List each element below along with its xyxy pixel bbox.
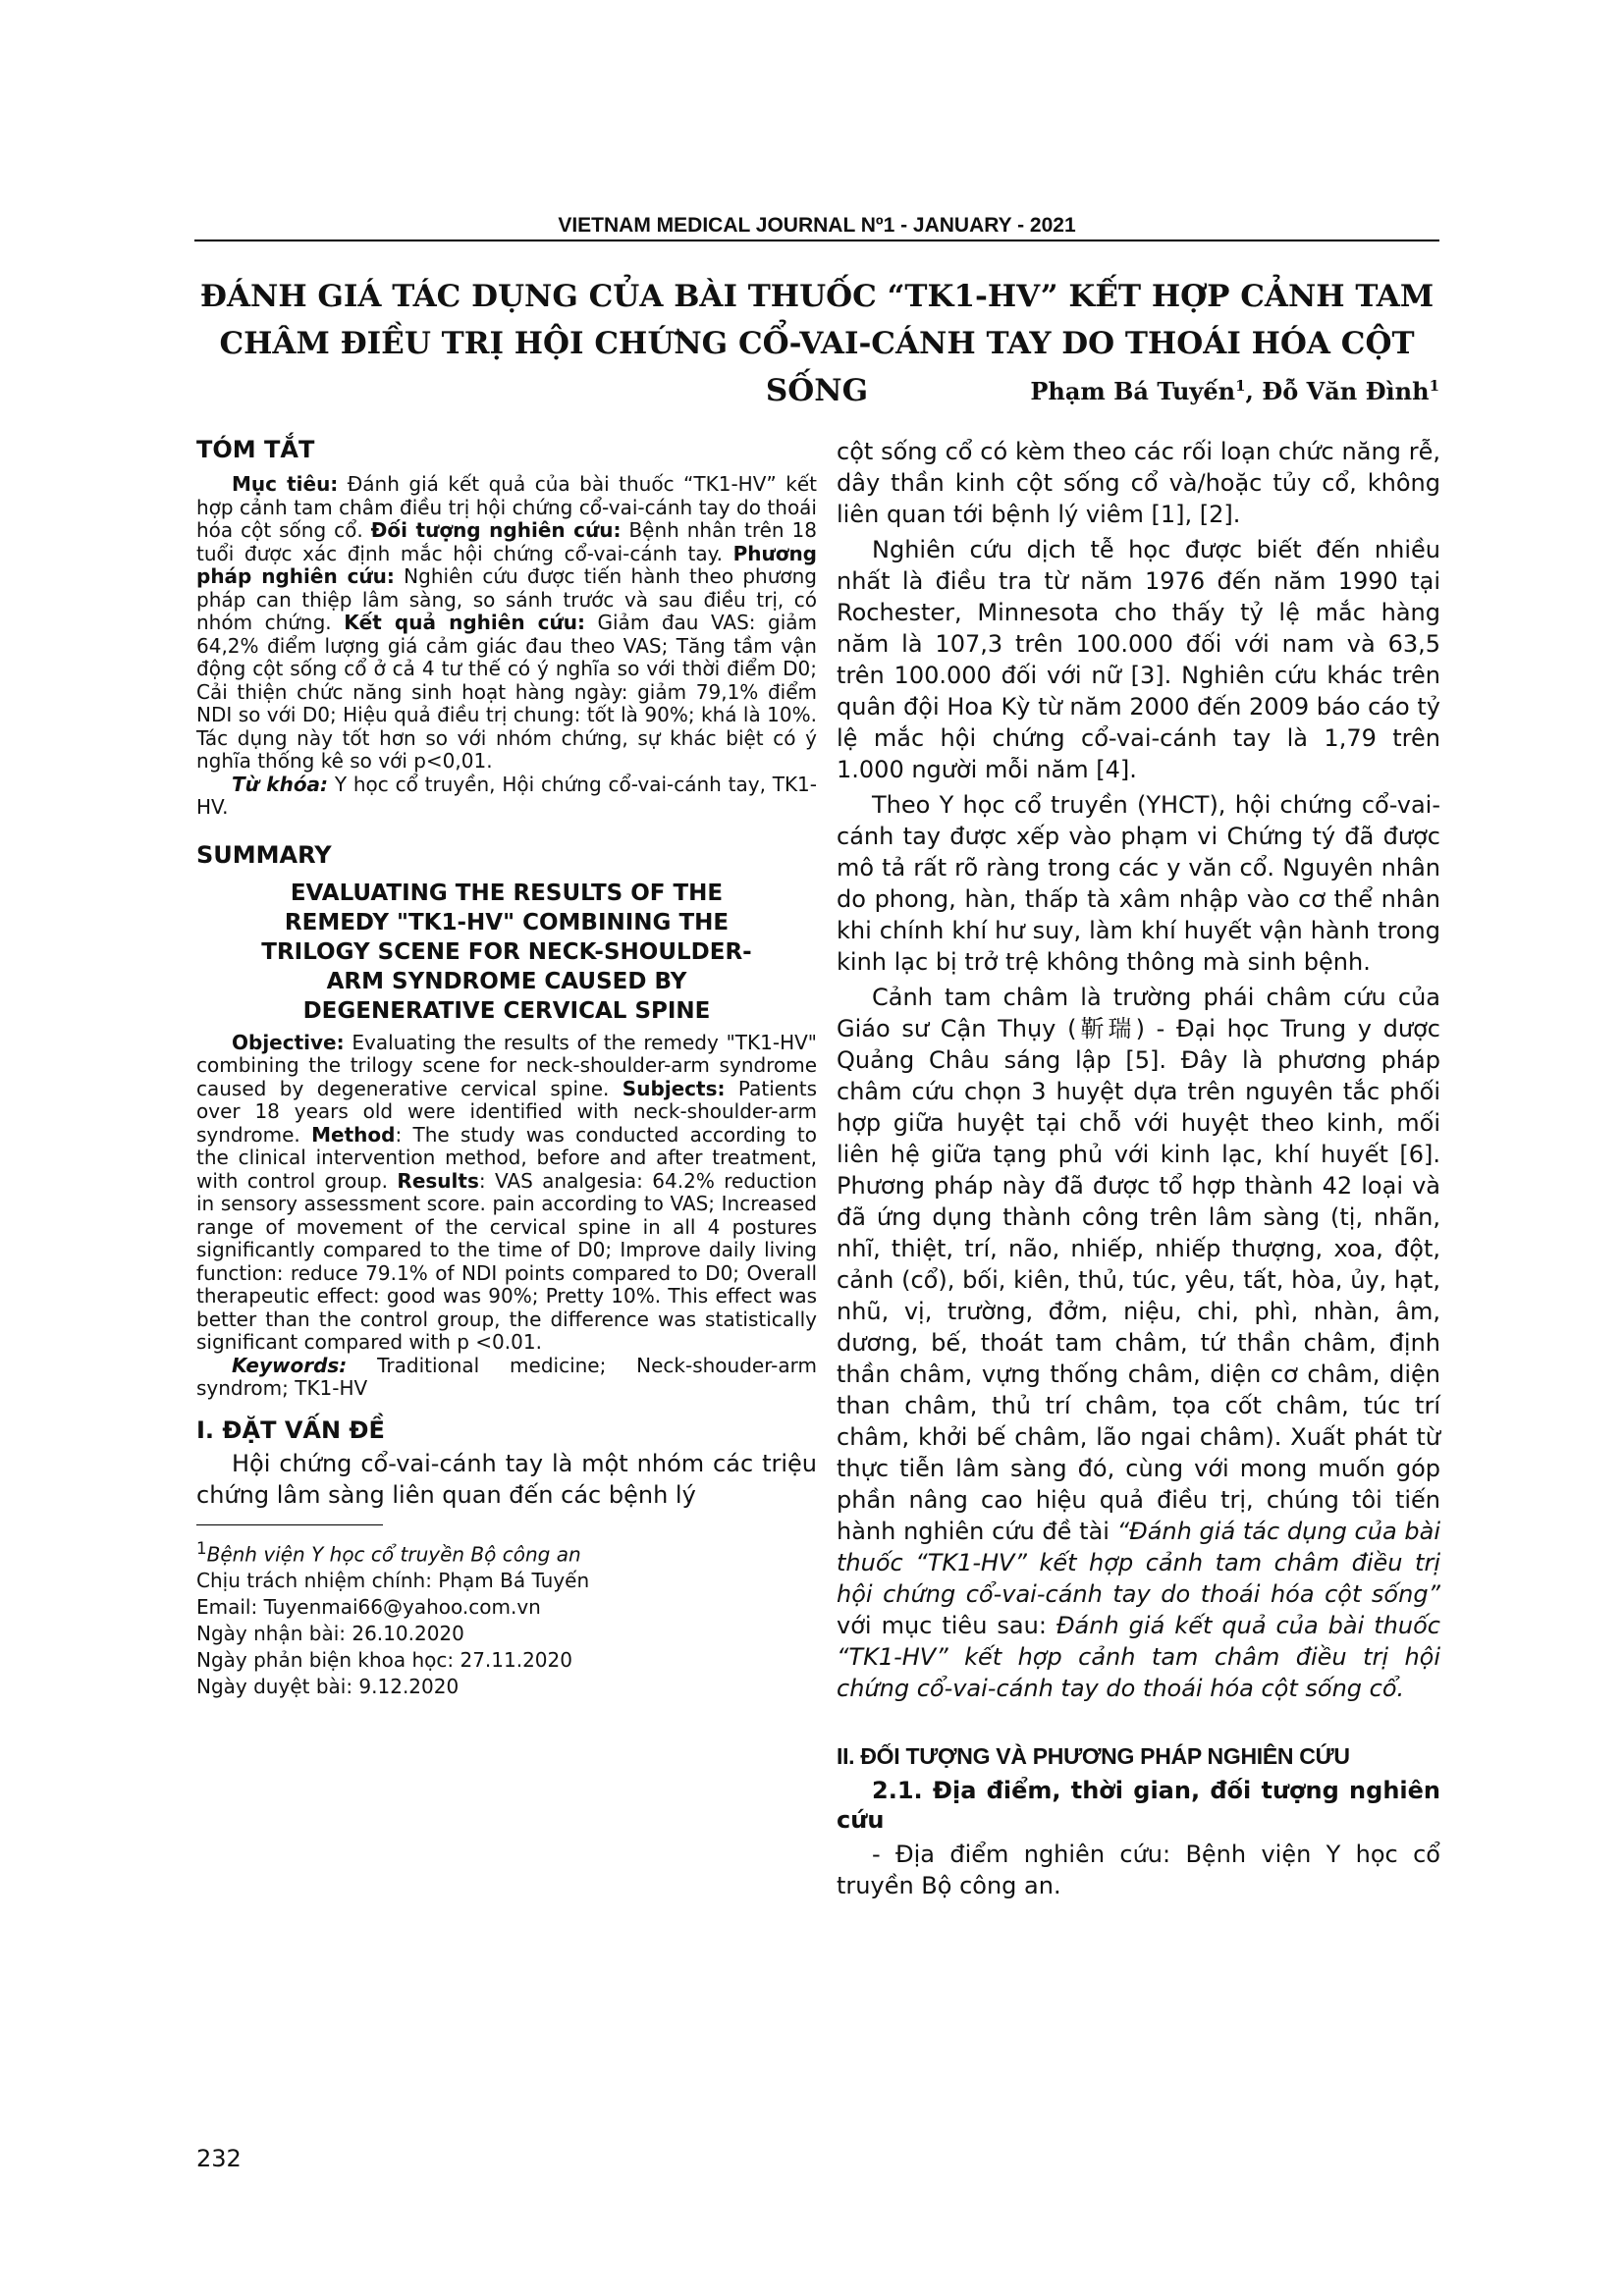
subjects-text: Bệnh nhân trên 18 tuổi được xác định mắc hội chứng cổ-vai-cánh tay. (196, 518, 817, 565)
author-2: Đỗ Văn Đình (1262, 377, 1430, 405)
subsection-2-1-heading: 2.1. Địa điểm, thời gian, đối tượng nghiên cứu (837, 1777, 1440, 1834)
title-line-1: ĐÁNH GIÁ TÁC DỤNG CỦA BÀI THUỐC “TK1-HV” KẾT HỢP CẢNH TAM (199, 279, 1435, 314)
en-keywords-text: Traditional medicine; Neck-shouder-arm syndrom; TK1-HV (196, 1353, 817, 1400)
title-line-2: CHÂM ĐIỀU TRỊ HỘI CHỨNG CỔ-VAI-CÁNH TAY DO THOÁI HÓA CỘT SỐNG (219, 326, 1415, 408)
footnote-responsible: Chịu trách nhiệm chính: Phạm Bá Tuyến (196, 1569, 590, 1593)
intro-paragraph-3: Theo Y học cổ truyền (YHCT), hội chứng cổ-vai-cánh tay được xếp vào phạm vi Chứng tý đã được mô tả rất rõ ràng trong các y văn cổ. Nguyên nhân do phong, hàn, thấp tà xâm nhập vào cơ thể nhân khi chính khí hư suy, làm khí huyết vận hành trong kinh lạc bị trở trệ không thông mà sinh bệnh. (837, 791, 1440, 976)
objective-text: Đánh giá kết quả của bài thuốc “TK1-HV” kết hợp cảnh tam châm điều trị hội chứng cổ-vai-cánh tay do thoái hóa cột sống cổ. (196, 472, 817, 542)
summary-title (196, 879, 817, 1026)
en-results-text: : VAS analgesia: 64.2% reduction in sensory assessment score. pain according to VAS; Increased range of movement of the cervical spine in all 4 postures significantly compared to the time of D0; Improve daily living function: reduce 79.1% of NDI points compared to D0; Overall therapeutic effect: good was 90%; Pretty 10%. This effect was better than the control group, the difference was statistically significant compared with p <0.01. (196, 1168, 818, 1354)
en-method-text: : The study was conducted according to the clinical intervention method, before and after treatment, with control group. (196, 1122, 817, 1193)
intro-paragraph-1-cont: cột sống cổ có kèm theo các rối loạn chức năng rễ, dây thần kinh cột sống cổ và/hoặc tủy cổ, không liên quan tới bệnh lý viêm [1], [2]. (837, 438, 1440, 528)
section-2-paragraph-1: - Địa điểm nghiên cứu: Bệnh viện Y học cổ truyền Bộ công an. (837, 1841, 1440, 1899)
en-method-label: Method (311, 1122, 396, 1147)
intro-paragraph-4 (837, 982, 1440, 1704)
abstract-vi (196, 473, 817, 774)
method-label: Phương pháp nghiên cứu: (196, 541, 817, 588)
footnote-email: Email: Tuyenmai66@yahoo.com.vn (196, 1595, 541, 1620)
footnote-affiliation (196, 1535, 817, 1569)
summary-title-l3: TRILOGY SCENE FOR NECK-SHOULDER- (261, 938, 752, 965)
keywords-vi (196, 774, 817, 820)
p4-objective-italic: Đánh giá kết quả của bài thuốc “TK1-HV” kết hợp cảnh tam châm điều trị hội chứng cổ-vai-cánh tay do thoái hóa cột sống cổ. (837, 1612, 1440, 1702)
summary-title-l1: EVALUATING THE RESULTS OF THE (290, 880, 724, 906)
intro-paragraph-1: Hội chứng cổ-vai-cánh tay là một nhóm các triệu chứng lâm sàng liên quan đến các bệnh lý (196, 1449, 817, 1509)
intro-heading: I. ĐẶT VẤN ĐỀ (196, 1415, 385, 1444)
footnote-rule (196, 1524, 383, 1525)
en-subjects-label: Subjects: (622, 1076, 726, 1100)
en-objective-text: Evaluating the results of the remedy "TK1-HV" combining the trilogy scene for neck-shoulder-arm syndrome caused by degenerative cervical spine. (196, 1030, 817, 1100)
en-subjects-text: Patients over 18 years old were identified with neck-shoulder-arm syndrome. (196, 1076, 817, 1147)
summary-title-l2: REMEDY "TK1-HV" COMBINING THE (284, 909, 730, 935)
abstract-heading: TÓM TẮT (196, 436, 315, 463)
section-2-heading: II. ĐỐI TƯỢNG VÀ PHƯƠNG PHÁP NGHIÊN CỨU (837, 1743, 1350, 1769)
en-results-label: Results (397, 1168, 479, 1193)
author-1: Phạm Bá Tuyến (1030, 377, 1236, 405)
intro-paragraph-2: Nghiên cứu dịch tễ học được biết đến nhiều nhất là điều tra từ năm 1976 đến năm 1990 tại Rochester, Minnesota cho thấy tỷ lệ mắc hàng năm là 107,3 trên 100.000 đối với nam và 63,5 trên 100.000 đối với nữ [3]. Nghiên cứu khác trên quân đội Hoa Kỳ từ năm 2000 đến 2009 báo cáo tỷ lệ mắc hội chứng cổ-vai-cánh tay là 1,79 trên 1.000 người mỗi năm [4]. (837, 536, 1440, 783)
summary-title-l5: DEGENERATIVE CERVICAL SPINE (302, 997, 711, 1024)
summary-title-l4: ARM SYNDROME CAUSED BY (326, 968, 687, 994)
en-objective-label: Objective: (232, 1030, 345, 1054)
right-column (837, 436, 1440, 1901)
footnote-received: Ngày nhận bài: 26.10.2020 (196, 1622, 464, 1646)
results-text: Giảm đau VAS: giảm 64,2% điểm lượng giá cảm giác đau theo VAS; Tăng tầm vận động cột sống cổ ở cả 4 tư thế có ý nghĩa so với thời điểm D0; Cải thiện chức năng sinh hoạt hàng ngày: giảm 79,1% điểm NDI so với D0; Hiệu quả điều trị chung: tốt là 90%; khá là 10%. Tác dụng này tốt hơn so với nhóm chứng, sự khác biệt có ý nghĩa thống kê so với p<0,01. (196, 611, 818, 773)
header-rule (194, 240, 1439, 241)
footnote-reviewed: Ngày phản biện khoa học: 27.11.2020 (196, 1648, 572, 1673)
footnote-affil-text: Bệnh viện Y học cổ truyền Bộ công an (206, 1542, 581, 1567)
p4-text-a: Cảnh tam châm là trường phái châm cứu của Giáo sư Cận Thụy (靳瑞) - Đại học Trung y dược Quảng Châu sáng lập [5]. Đây là phương pháp châm cứu chọn 3 huyệt dựa trên nguyên tắc phối hợp giữa huyệt tại chỗ với huyệt theo kinh, mối liên hệ giữa tạng phủ với kinh lạc, khí huyết [6]. Phương pháp này đã được tổ hợp thành 42 loại và đã ứng dụng thành công trên lâm sàng (tị, nhãn, nhĩ, thiệt, trí, não, nhiếp, nhiếp thượng, xoa, đột, cảnh (cổ), bối, kiên, thủ, túc, yêu, tất, hòa, ủy, hạt, nhũ, vị, trường, đởm, niệu, chi, phì, nhàn, âm, dương, bế, thoát tam châm, tứ thần châm, định thần châm, vựng thống châm, diện cơ châm, diện than châm, thủ trí châm, tọa cốt châm, túc trí châm, khởi bế châm, lão ngai châm). Xuất phát từ thực tiễn lâm sàng đó, cùng với mong muốn góp phần nâng cao hiệu quả điều trị, chúng tôi tiến hành nghiên cứu đề tài (837, 984, 1440, 1545)
author-1-affil: 1 (1235, 377, 1246, 395)
objective-label: Mục tiêu: (232, 472, 339, 496)
keywords-en (196, 1355, 817, 1401)
keywords-label: Từ khóa: (232, 772, 329, 796)
footnote-sup: 1 (196, 1538, 207, 1558)
results-label: Kết quả nghiên cứu: (344, 611, 586, 634)
p4-text-b: với mục tiêu sau: (837, 1612, 1056, 1639)
authors (1030, 377, 1439, 405)
page-number: 232 (196, 2145, 242, 2172)
subjects-label: Đối tượng nghiên cứu: (370, 518, 622, 542)
abstract-en (196, 1032, 817, 1355)
author-sep: , (1245, 377, 1263, 405)
author-2-affil: 1 (1429, 377, 1439, 395)
p4-title-italic: “Đánh giá tác dụng của bài thuốc “TK1-HV” kết hợp cảnh tam châm điều trị hội chứng cổ-vai-cánh tay do thoái hóa cột sống” (837, 1518, 1440, 1608)
summary-heading: SUMMARY (196, 840, 332, 869)
footnote-approved: Ngày duyệt bài: 9.12.2020 (196, 1675, 460, 1699)
left-column (196, 436, 817, 1700)
en-keywords-label: Keywords: (232, 1353, 348, 1377)
keywords-text: Y học cổ truyền, Hội chứng cổ-vai-cánh tay, TK1-HV. (196, 772, 817, 819)
journal-header: VIETNAM MEDICAL JOURNAL Nº1 - JANUARY - 2021 (558, 214, 1076, 237)
method-text: Nghiên cứu được tiến hành theo phương pháp can thiệp lâm sàng, so sánh trước và sau điều trị, có nhóm chứng. (196, 564, 817, 634)
